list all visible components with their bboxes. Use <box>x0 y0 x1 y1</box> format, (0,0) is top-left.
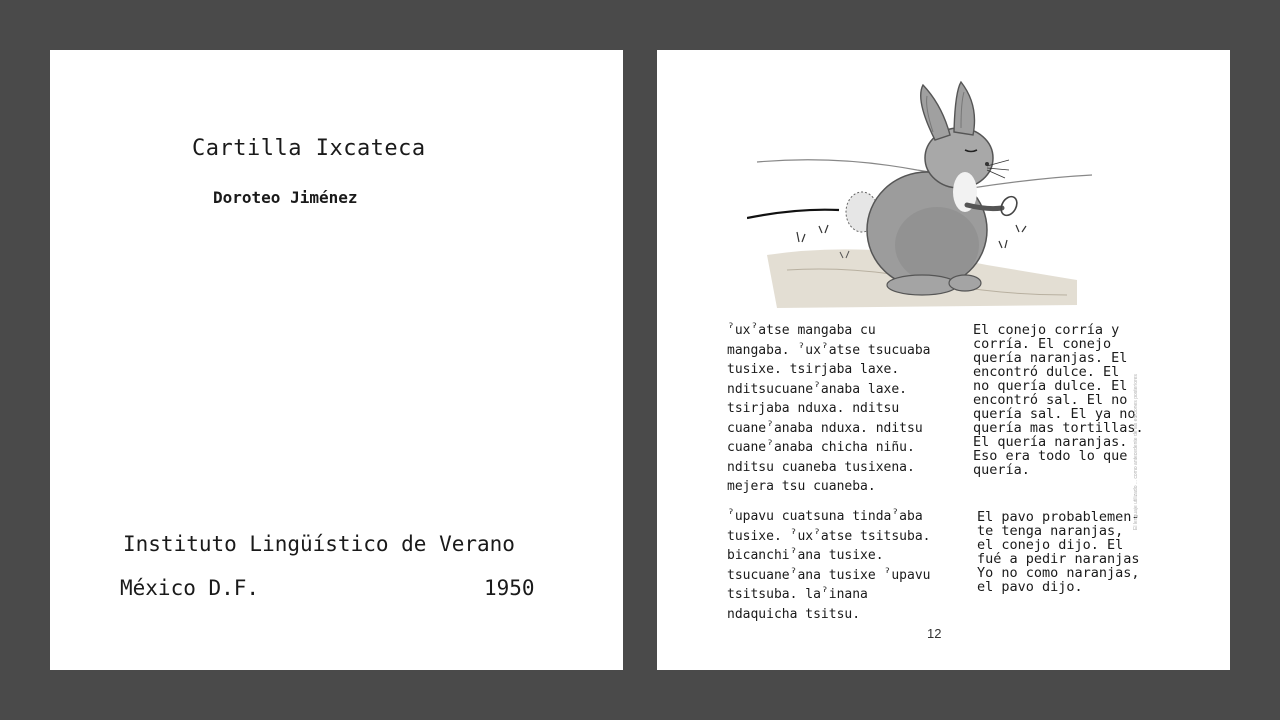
cover-page <box>50 50 623 670</box>
content-page <box>657 50 1230 670</box>
book-title: Cartilla Ixcateca <box>192 136 426 161</box>
rabbit-illustration <box>747 80 1097 310</box>
book-author: Doroteo Jiménez <box>213 188 358 207</box>
spanish-paragraph-1: El conejo corría y corría. El conejo quería naranjas. El encontró dulce. El no quería dulce. El encontró sal. El no quería sal. El ya no quería mas tortillas. El quería naranjas. Eso era todo lo que quería. <box>973 322 1144 478</box>
book-publisher: Instituto Lingüístico de Verano <box>123 532 515 556</box>
publication-place: México D.F. <box>120 576 260 600</box>
spanish-paragraph-2: El pavo probablemen- te tenga naranjas, el conejo dijo. El fué a pedir naranjas Yo no como naranjas, el pavo dijo. <box>977 509 1140 595</box>
margin-note: El lenguaje utilizado ... como antecedente de las ediciones posteriores <box>1133 374 1139 530</box>
publication-year: 1950 <box>484 576 535 600</box>
page-number: 12 <box>927 626 942 641</box>
ixcatec-paragraph-2: ˀupavu cuatsuna tindaˀaba tusixe. ˀuxˀatse tsitsuba. bicanchiˀana tusixe. tsucuaneˀana tusixe ˀupavu tsitsuba. laˀinana ndaquicha tsitsu. <box>727 509 931 622</box>
ixcatec-paragraph-1: ˀuxˀatse mangaba cu mangaba. ˀuxˀatse tsucuaba tusixe. tsirjaba laxe. nditsucuaneˀanaba laxe. tsirjaba nduxa. nditsu cuaneˀanaba nduxa. nditsu cuaneˀanaba chicha niñu. nditsu cuaneba tusixena. mejera tsu cuaneba. <box>727 323 931 494</box>
